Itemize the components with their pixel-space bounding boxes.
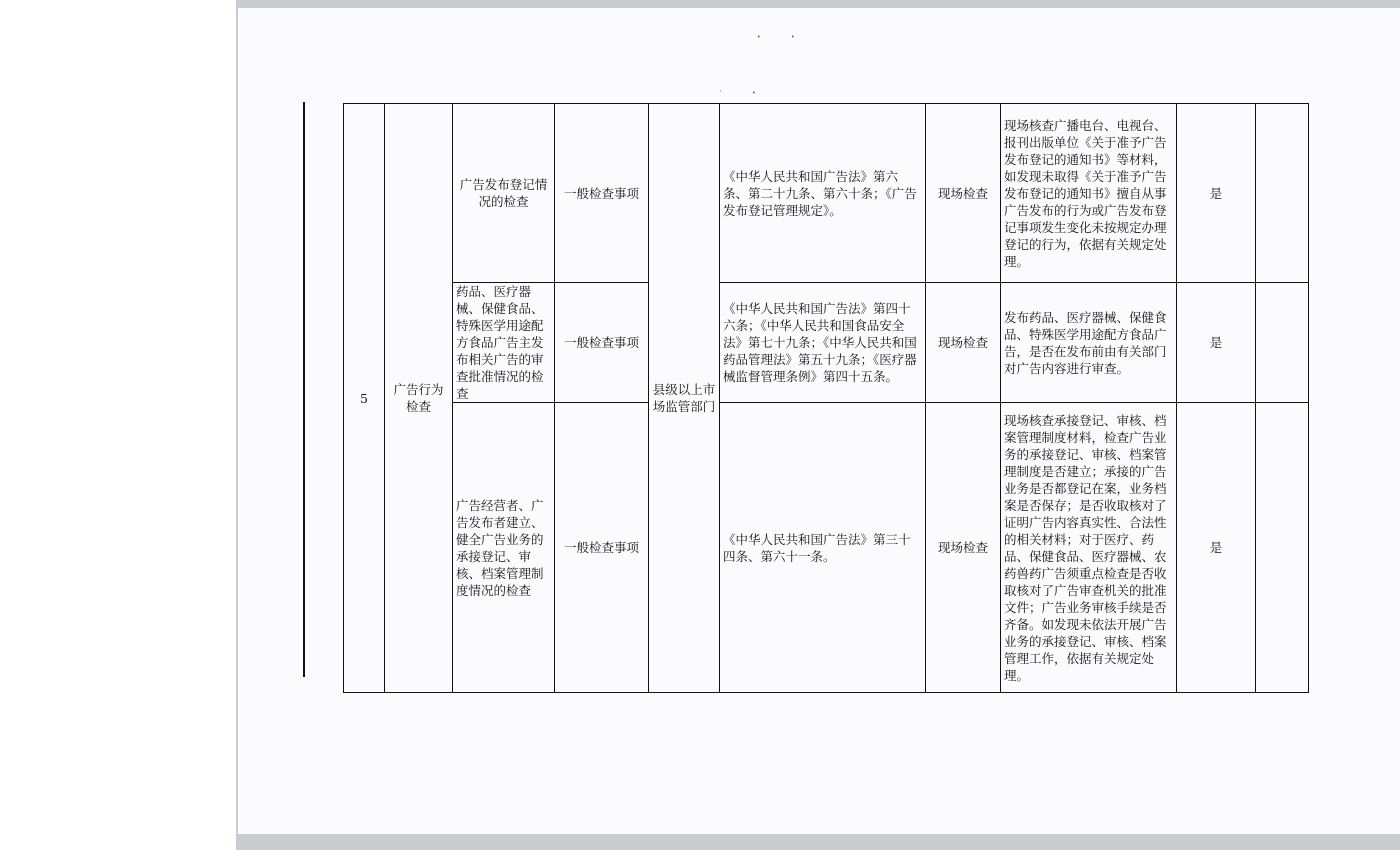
- item-cell: 广告经营者、广告发布者建立、健全广告业务的承接登记、审核、档案管理制度情况的检查: [453, 403, 555, 693]
- item-cell: 药品、医疗器械、保健食品、特殊医学用途配方食品广告主发布相关广告的审查批准情况的检查: [453, 283, 555, 403]
- table-row: [344, 283, 1309, 403]
- content-cell: 现场核查广播电台、电视台、报刊出版单位《关于准予广告发布登记的通知书》等材料，如发现未取得《关于准予广告发布登记的通知书》擅自从事广告发布的行为或广告发布登记事项发生变化未按规定办理登记的行为，依据有关规定处理。: [1001, 104, 1177, 283]
- content-cell: 现场核查承接登记、审核、档案管理制度材料，检查广告业务的承接登记、审核、档案管理制度是否建立；承接的广告业务是否都登记在案，业务档案是否保存；是否收取核对了证明广告内容真实性、合法性的相关材料；对于医疗、药品、保健食品、医疗器械、农药兽药广告须重点检查是否收取核对了广告审查机关的批准文件；广告业务审核手续是否齐备。如发现未依法开展广告业务的承接登记、审核、档案管理工作，依据有关规定处理。: [1001, 403, 1177, 693]
- agency-cell: 县级以上市场监管部门: [649, 104, 720, 693]
- item-cell: 广告发布登记情况的检查: [453, 104, 555, 283]
- basis-cell: 《中华人民共和国广告法》第三十四条、第六十一条。: [720, 403, 926, 693]
- page-margin-line: [303, 102, 305, 677]
- note-cell: [1256, 403, 1309, 693]
- table-row: [344, 104, 1309, 283]
- category-cell: 广告行为检查: [385, 104, 453, 693]
- type-cell: 一般检查事项: [555, 104, 649, 283]
- method-cell: 现场检查: [926, 403, 1001, 693]
- flag-cell: 是: [1177, 403, 1256, 693]
- scan-speck: • •: [757, 34, 795, 41]
- flag-cell: 是: [1177, 104, 1256, 283]
- type-cell: 一般检查事项: [555, 403, 649, 693]
- inspection-table: [343, 103, 1309, 693]
- scan-speck: ' •: [720, 90, 756, 97]
- seq-cell: 5: [344, 104, 385, 693]
- content-cell: 发布药品、医疗器械、保健食品、特殊医学用途配方食品广告，是否在发布前由有关部门对广告内容进行审查。: [1001, 283, 1177, 403]
- note-cell: [1256, 104, 1309, 283]
- basis-cell: 《中华人民共和国广告法》第六条、第二十九条、第六十条；《广告发布登记管理规定》。: [720, 104, 926, 283]
- method-cell: 现场检查: [926, 104, 1001, 283]
- method-cell: 现场检查: [926, 283, 1001, 403]
- basis-cell: 《中华人民共和国广告法》第四十六条；《中华人民共和国食品安全法》第七十九条；《中华人民共和国药品管理法》第五十九条；《医疗器械监督管理条例》第四十五条。: [720, 283, 926, 403]
- type-cell: 一般检查事项: [555, 283, 649, 403]
- flag-cell: 是: [1177, 283, 1256, 403]
- note-cell: [1256, 283, 1309, 403]
- table-row: [344, 403, 1309, 693]
